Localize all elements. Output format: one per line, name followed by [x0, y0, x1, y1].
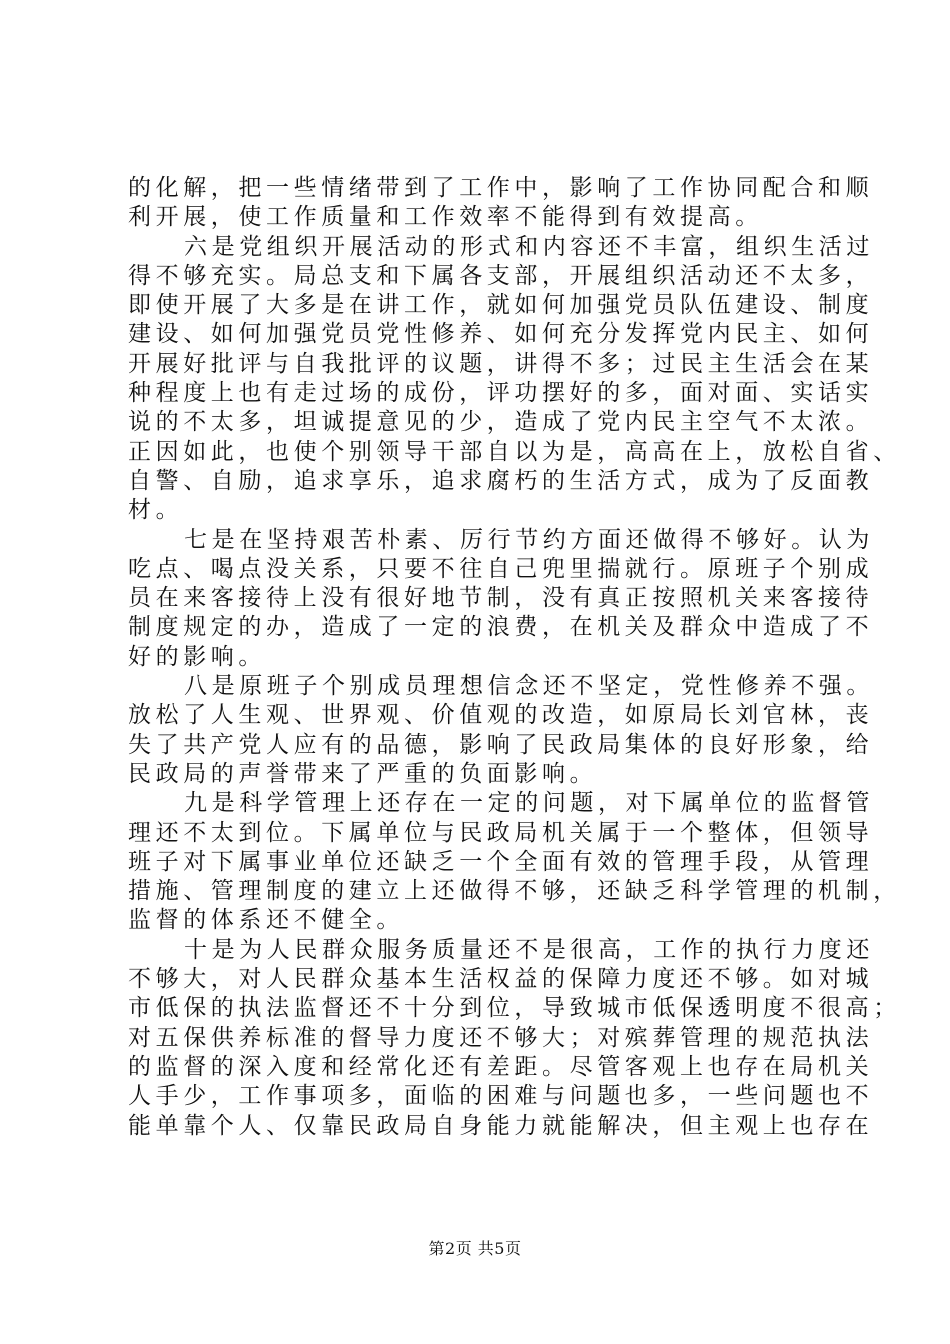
text-line: 员在来客接待上没有很好地节制，没有真正按照机关来客接待: [128, 585, 874, 612]
text-line: 民政局的声誉带来了严重的负面影响。: [128, 760, 598, 787]
text-line: 监督的体系还不健全。: [128, 907, 404, 934]
text-line: 不够大，对人民群众基本生活权益的保障力度还不够。如对城: [128, 966, 874, 993]
text-line: 的监督的深入度和经常化还有差距。尽管客观上也存在局机关: [128, 1053, 874, 1080]
text-line: 的化解，把一些情绪带到了工作中，影响了工作协同配合和顺: [128, 175, 874, 201]
paragraph-first-line: 六是党组织开展活动的形式和内容还不丰富，组织生活过: [184, 233, 874, 260]
text-line: 材。: [128, 497, 184, 524]
text-line: 自警、自励，追求享乐，追求腐朽的生活方式，成为了反面教: [128, 467, 874, 494]
text-line: 理还不太到位。下属单位与民政局机关属于一个整体，但领导: [128, 819, 874, 846]
text-line: 措施、管理制度的建立上还做得不够，还缺乏科学管理的机制，: [128, 878, 901, 905]
text-line: 市低保的执法监督还不十分到位，导致城市低保透明度不很高；: [128, 995, 901, 1022]
paragraph-first-line: 八是原班子个别成员理想信念还不坚定，党性修养不强。: [184, 673, 874, 700]
text-line: 种程度上也有走过场的成份，评功摆好的多，面对面、实话实: [128, 380, 874, 407]
text-line: 人手少，工作事项多，面临的困难与问题也多，一些问题也不: [128, 1083, 874, 1110]
text-line: 能单靠个人、仅靠民政局自身能力就能解决，但主观上也存在: [128, 1112, 874, 1139]
text-line: 正因如此，也使个别领导干部自以为是，高高在上，放松自省、: [128, 438, 901, 465]
text-line: 说的不太多，坦诚提意见的少，造成了党内民主空气不太浓。: [128, 409, 874, 436]
text-line: 制度规定的办，造成了一定的浪费，在机关及群众中造成了不: [128, 614, 874, 641]
paragraph-first-line: 十是为人民群众服务质量还不是很高，工作的执行力度还: [184, 936, 874, 963]
text-line: 建设、如何加强党员党性修养、如何充分发挥党内民主、如何: [128, 321, 874, 348]
text-line: 对五保供养标准的督导力度还不够大；对殡葬管理的规范执法: [128, 1024, 874, 1051]
text-line: 好的影响。: [128, 643, 266, 670]
text-line: 开展好批评与自我批评的议题，讲得不多；过民主生活会在某: [128, 350, 874, 377]
page-number-footer: 第2页 共5页: [428, 1239, 522, 1258]
paragraph-first-line: 七是在坚持艰苦朴素、厉行节约方面还做得不够好。认为: [184, 526, 874, 553]
text-line: 即使开展了大多是在讲工作，就如何加强党员队伍建设、制度: [128, 292, 874, 319]
text-line: 班子对下属事业单位还缺乏一个全面有效的管理手段，从管理: [128, 848, 874, 875]
text-line: 利开展，使工作质量和工作效率不能得到有效提高。: [128, 204, 763, 231]
text-line: 放松了人生观、世界观、价值观的改造，如原局长刘官林，丧: [128, 702, 874, 729]
text-line: 吃点、喝点没关系，只要不往自己兜里揣就行。原班子个别成: [128, 555, 874, 582]
document-body: [128, 174, 901, 1141]
text-line: 得不够充实。局总支和下属各支部，开展组织活动还不太多，: [128, 262, 874, 289]
paragraph-first-line: 九是科学管理上还存在一定的问题，对下属单位的监督管: [184, 790, 874, 817]
text-line: 失了共产党人应有的品德，影响了民政局集体的良好形象，给: [128, 731, 874, 758]
